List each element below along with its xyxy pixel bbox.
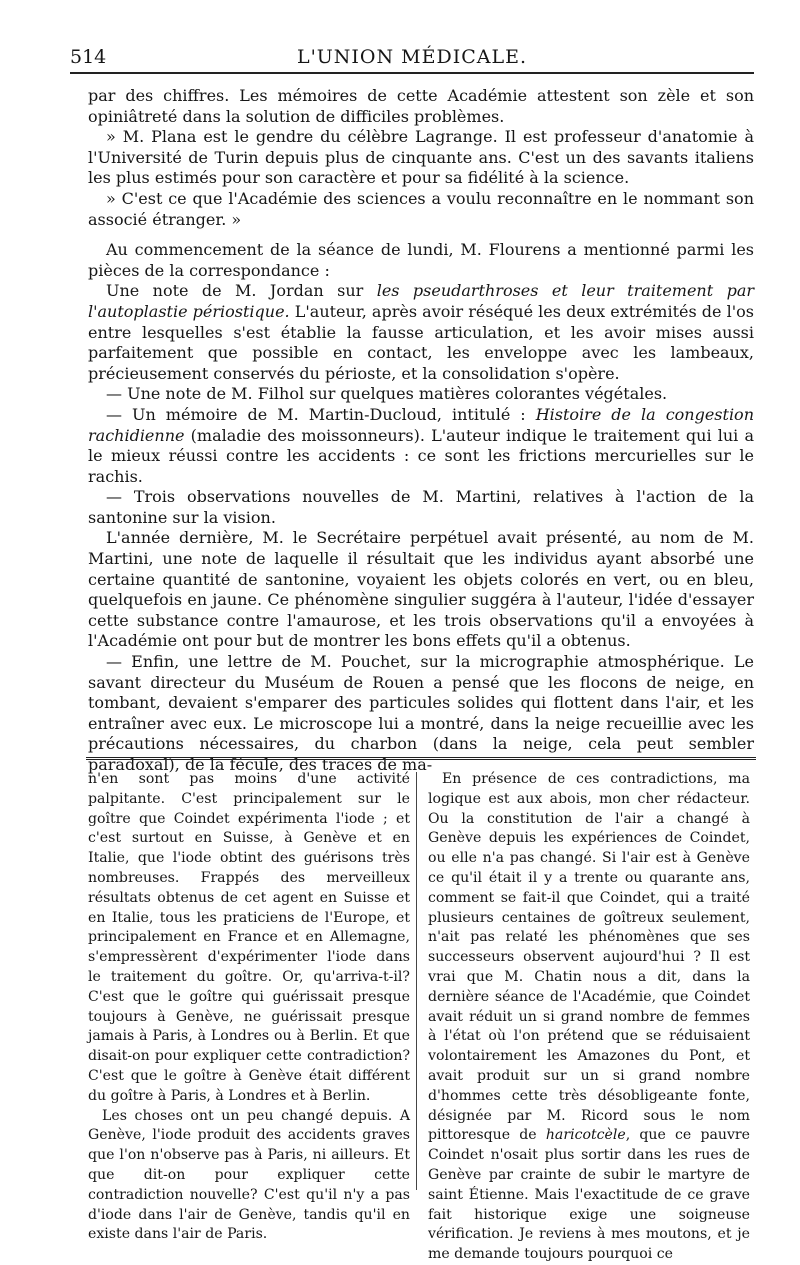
paragraph: » M. Plana est le gendre du célèbre Lagrange. Il est professeur d'anatomie à l'Université de Turin depuis plus de cinquante ans. C'est un des savants italiens les plus estimés pour son caractère et pour sa fidélité à la science. <box>88 127 754 188</box>
text-run: (maladie des moissonneurs). L'auteur indique le traitement qui lui a le mieux réussi contre les accidents : ce sont les frictions mercurielles sur le rachis. <box>88 425 754 486</box>
paragraph: Les choses ont un peu changé depuis. A Genève, l'iode produit des accidents graves que l'on n'observe pas à Paris, ni ailleurs. Et que dit-on pour expliquer cette contradiction nouvelle? C'est qu'il n'y a pas d'iode dans l'air de Genève, tandis qu'il en existe dans l'air de Paris. <box>88 1107 410 1243</box>
paragraph <box>88 281 754 384</box>
paragraph <box>88 405 754 487</box>
italic-term: haricotcèle <box>545 1127 626 1144</box>
main-article <box>88 86 754 776</box>
paragraph: » C'est ce que l'Académie des sciences a voulu reconnaître en le nommant son associé étranger. » <box>88 188 754 229</box>
paragraph: n'en sont pas moins d'une activité palpitante. C'est principalement sur le goître que Coindet expérimenta l'iode ; et c'est surtout en Suisse, à Genève et en Italie, que l'iode obtint des guérisons très nombreuses. Frappés des merveilleux résultats obtenus de cet agent en Suisse et en Italie, tous les praticiens de l'Europe, et principalement en France et en Allemagne, s'empressèrent d'expérimenter l'iode dans le traitement du goître. Or, qu'arriva-t-il? C'est que le goître qui guérissait presque toujours à Genève, ne guérissait presque jamais à Paris, à Londres ou à Berlin. Et que disait-on pour expliquer cette contradiction? C'est que le goître à Genève était différent du goître à Paris, à Londres et à Berlin. <box>88 771 410 1104</box>
paragraph: — Une note de M. Filhol sur quelques matières colorantes végétales. <box>106 384 668 404</box>
text-run: — Un mémoire de M. Martin-Ducloud, intitulé : <box>106 404 536 424</box>
paragraph <box>428 770 750 1265</box>
page-number: 514 <box>70 46 107 68</box>
text-run: , que ce pauvre Coindet n'osait plus sortir dans les rues de Genève par crainte de subir le martyre de saint Étienne. Mais l'exactitude de ce grave fait historique exige une soigneuse vérification. Je reviens à mes moutons, et je me demande toujours pourquoi ce <box>428 1127 751 1263</box>
section-divider <box>86 757 756 760</box>
text-run: En présence de ces contradictions, ma logique est aux abois, mon cher rédacteur. Ou la constitution de l'air a changé à Genève depuis les expériences de Coindet, ou elle n'a pas changé. Si l'air est à Genève ce qu'il était il y a trente ou quarante ans, comment se fait-il que Coindet, qui a traité plusieurs centaines de goîtreux seulement, n'ait pas relaté les phénomènes que ses successeurs observent aujourd'hui ? Il est vrai que M. Chatin nous a dit, dans la dernière séance de l'Académie, que Coindet avait réduit un si grand nombre de femmes à l'état où l'on prétend que se réduisaient volontairement les Amazones du Pont, et avait produit sur un si grand nombre d'hommes cette très désobligeante fonte, désignée par M. Ricord sous le nom pittoresque de <box>428 771 750 1144</box>
text-run: Une note de M. Jordan sur <box>106 281 377 301</box>
feuilleton-left-column <box>88 770 410 1245</box>
paragraph: L'année dernière, M. le Secrétaire perpétuel avait présenté, au nom de M. Martini, une note de laquelle il résultait que les individus ayant absorbé une certaine quantité de santonine, voyaient les objets colorés en vert, ou en bleu, quelquefois en jaune. Ce phénomène singulier suggéra à l'auteur, l'idée d'essayer cette substance contre l'amaurose, et les trois observations qu'il a envoyées à l'Académie ont pour but de montrer les bons effets qu'il a obtenus. <box>88 528 754 651</box>
paragraph: par des chiffres. Les mémoires de cette Académie attestent son zèle et son opiniâtreté dans la solution de difficiles problèmes. <box>88 86 754 126</box>
page-header <box>70 42 754 74</box>
paragraph: — Trois observations nouvelles de M. Martini, relatives à l'action de la santonine sur la vision. <box>88 487 754 527</box>
paragraph: — Enfin, une lettre de M. Pouchet, sur la micrographie atmosphérique. Le savant directeur du Muséum de Rouen a pensé que les flocons de neige, en tombant, devaient s'emparer des particules solides qui flottent dans l'air, et les entraîner avec eux. Le microscope lui a montré, dans la neige recueillie avec les précautions nécessaires, du charbon (dans la neige, cela peut sembler paradoxal), de la fécule, des traces de ma- <box>88 652 754 774</box>
paragraph: Au commencement de la séance de lundi, M. Flourens a mentionné parmi les pièces de la correspondance : <box>88 240 754 280</box>
journal-title: L'UNION MÉDICALE. <box>296 46 528 68</box>
column-divider <box>416 772 417 1190</box>
text-run: L'auteur, après avoir réséqué les deux extrémités de l'os entre lesquelles s'est établie la fausse articulation, et les avoir mises aussi parfaitement que possible en contact, les enveloppe avec les lambeaux, précieusement conservés du périoste, et la consolidation s'opère. <box>88 301 754 383</box>
feuilleton-right-column <box>428 770 750 1265</box>
italic-title: Histoire de la congestion rachidienne <box>88 404 754 445</box>
italic-title: les pseudarthroses et leur traitement par l'autoplastie périostique. <box>88 281 755 321</box>
